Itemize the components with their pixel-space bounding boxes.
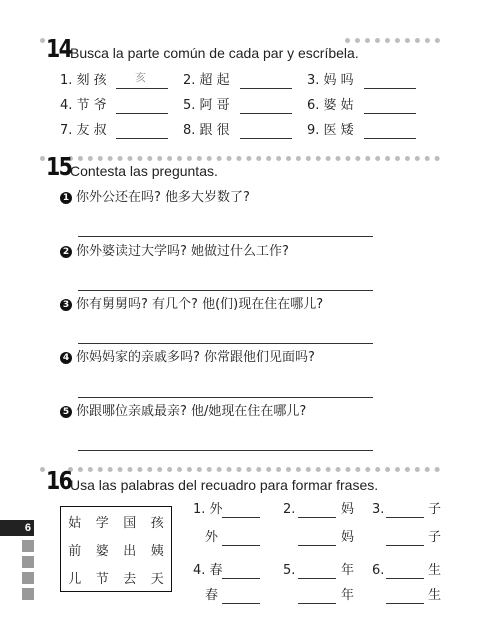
word-box-cell: 儿 — [68, 571, 82, 587]
phrase-3-char: 子 — [428, 502, 442, 517]
phrase-2-char-b: 妈 — [341, 530, 355, 545]
example-answer: 亥 — [135, 71, 146, 84]
phrase-5-number: 5. — [283, 563, 296, 578]
phrase-4-prompt: 4. 春 — [193, 563, 223, 578]
divider-dots — [68, 467, 440, 472]
match-item-5: 5. 阿 哥 — [183, 98, 230, 113]
phrase-5-blank-b[interactable] — [298, 603, 336, 604]
question-text: 你妈妈家的亲戚多吗? 你常跟他们见面吗? — [76, 350, 315, 365]
question-4 — [60, 350, 315, 366]
question-text: 你外婆读过大学吗? 她做过什么工作? — [76, 244, 289, 259]
divider-dots — [68, 156, 440, 161]
question-number-badge: 3 — [60, 299, 72, 311]
word-box — [60, 506, 172, 592]
exercise-16-instruction: Usa las palabras del recuadro para formar frases. — [70, 477, 379, 493]
match-item-8: 8. 跟 很 — [183, 123, 230, 138]
question-2 — [60, 244, 289, 260]
answer-blank-5[interactable] — [240, 113, 292, 114]
answer-blank-4[interactable] — [116, 113, 168, 114]
phrase-5-char-b: 年 — [341, 588, 355, 603]
answer-blank-3[interactable] — [364, 88, 416, 89]
match-item-3: 3. 妈 吗 — [307, 73, 354, 88]
phrase-4-blank-a[interactable] — [222, 578, 260, 579]
word-box-cell: 学 — [95, 515, 109, 531]
exercise-number-16: 16 — [46, 466, 72, 495]
answer-line-5[interactable] — [78, 450, 373, 451]
match-item-4: 4. 节 爷 — [60, 98, 107, 113]
word-box-cell: 孩 — [150, 515, 164, 531]
word-box-cell: 姑 — [68, 515, 82, 531]
answer-line-1[interactable] — [78, 236, 373, 237]
answer-line-2[interactable] — [78, 290, 373, 291]
word-box-cell: 去 — [123, 571, 137, 587]
phrase-2-number: 2. — [283, 502, 296, 517]
question-5 — [60, 404, 306, 420]
page-tab-square — [22, 572, 34, 584]
word-box-cell: 出 — [123, 543, 137, 559]
page-number-tab: 6 — [0, 520, 34, 536]
answer-blank-7[interactable] — [116, 138, 168, 139]
question-text: 你有舅舅吗? 有几个? 他(们)现在住在哪儿? — [76, 297, 324, 312]
question-3 — [60, 297, 323, 313]
phrase-2-blank-a[interactable] — [298, 517, 336, 518]
answer-blank-1[interactable] — [116, 88, 168, 89]
phrase-5-char: 年 — [341, 563, 355, 578]
phrase-6-blank-b[interactable] — [386, 603, 424, 604]
word-box-cell: 姨 — [150, 543, 164, 559]
answer-line-3[interactable] — [78, 343, 373, 344]
answer-blank-2[interactable] — [240, 88, 292, 89]
match-item-9: 9. 医 矮 — [307, 123, 354, 138]
phrase-3-number: 3. — [372, 502, 385, 517]
phrase-6-blank-a[interactable] — [386, 578, 424, 579]
phrase-3-blank-a[interactable] — [386, 517, 424, 518]
phrase-1-prompt: 1. 外 — [193, 502, 223, 517]
page-tab-square — [22, 540, 34, 552]
phrase-1-prompt-b: 外 — [205, 530, 219, 545]
phrase-1-blank-b[interactable] — [222, 545, 260, 546]
question-number-badge: 1 — [60, 192, 72, 204]
phrase-2-blank-b[interactable] — [298, 545, 336, 546]
word-box-cell: 国 — [123, 515, 137, 531]
match-item-7: 7. 友 叔 — [60, 123, 107, 138]
question-number-badge: 4 — [60, 352, 72, 364]
word-box-cell: 节 — [95, 571, 109, 587]
question-1 — [60, 190, 250, 206]
answer-blank-9[interactable] — [364, 138, 416, 139]
phrase-2-char: 妈 — [341, 502, 355, 517]
match-item-2: 2. 超 起 — [183, 73, 230, 88]
word-box-cell: 婆 — [95, 543, 109, 559]
exercise-15-instruction: Contesta las preguntas. — [70, 163, 218, 179]
phrase-1-blank-a[interactable] — [222, 517, 260, 518]
question-text: 你跟哪位亲戚最亲? 他/她现在住在哪儿? — [76, 404, 307, 419]
question-text: 你外公还在吗? 他多大岁数了? — [76, 190, 250, 205]
answer-blank-6[interactable] — [364, 113, 416, 114]
phrase-5-blank-a[interactable] — [298, 578, 336, 579]
match-item-6: 6. 婆 姑 — [307, 98, 354, 113]
answer-line-4[interactable] — [78, 397, 373, 398]
phrase-4-blank-b[interactable] — [222, 603, 260, 604]
page-tab-square — [22, 556, 34, 568]
divider-dots — [345, 38, 440, 43]
word-box-cell: 天 — [150, 571, 164, 587]
phrase-6-number: 6. — [372, 563, 385, 578]
divider-dots — [40, 38, 48, 43]
phrase-4-prompt-b: 春 — [205, 588, 219, 603]
phrase-6-char: 生 — [428, 563, 442, 578]
question-number-badge: 5 — [60, 406, 72, 418]
exercise-14-instruction: Busca la parte común de cada par y escríbela. — [70, 45, 359, 61]
phrase-3-blank-b[interactable] — [386, 545, 424, 546]
exercise-number-15: 15 — [46, 152, 72, 181]
question-number-badge: 2 — [60, 246, 72, 258]
word-box-cell: 前 — [68, 543, 82, 559]
phrase-6-char-b: 生 — [428, 588, 442, 603]
match-item-1: 1. 刻 孩 — [60, 73, 107, 88]
phrase-3-char-b: 子 — [428, 530, 442, 545]
exercise-number-14: 14 — [46, 34, 72, 63]
answer-blank-8[interactable] — [240, 138, 292, 139]
page-tab-square — [22, 588, 34, 600]
